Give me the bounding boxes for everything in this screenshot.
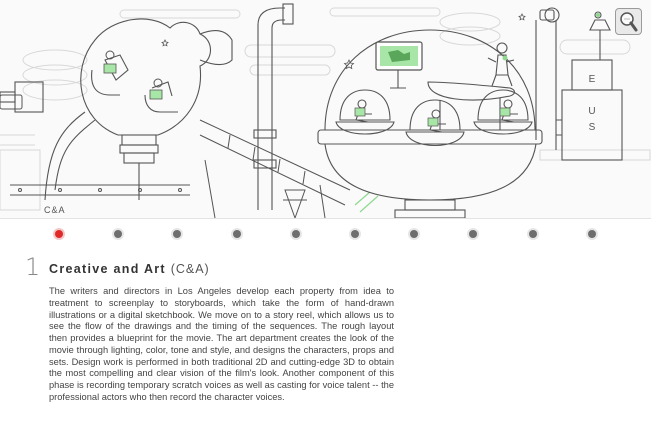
zoom-button[interactable] <box>615 8 642 35</box>
pagination-dot[interactable] <box>469 230 477 238</box>
pagination-dot[interactable] <box>588 230 596 238</box>
pagination-dot[interactable] <box>173 230 181 238</box>
left-bulb <box>81 19 211 135</box>
tower-letter-u: U <box>588 106 596 117</box>
pagination-dot[interactable] <box>292 230 300 238</box>
tower-letter-s: S <box>588 122 596 133</box>
section-number: 1 <box>25 253 41 281</box>
section-abbreviation: (C&A) <box>170 262 210 276</box>
pagination <box>0 227 651 241</box>
pagination-dot[interactable] <box>410 230 418 238</box>
section-title: Creative and Art <box>49 262 166 276</box>
pagination-dot[interactable] <box>114 230 122 238</box>
scene-divider <box>0 218 651 219</box>
pagination-dot[interactable] <box>55 230 63 238</box>
section-heading <box>49 262 210 276</box>
scene-caption: C&A <box>44 205 66 215</box>
pagination-dot[interactable] <box>233 230 241 238</box>
section-body: The writers and directors in Los Angeles develop each property from idea to treatment to screenplay to storyboards, which take the form of hand-drawn illustrations or a digital sketchbook. We move on to a story reel, which allows us to see the flow of the drawings and the timing of the sequences. The rough layout then provides a blueprint for the movie. The art department creates the look of the movie through lighting, color, tone and style, and designs the characters, props and sets. Design work is performed in both traditional 2D and cutting-edge 3D to obtain the most compelling and clear vision of the film's look. Another component of this phase is recording temporary scratch voices as well as casting for voice talent -- the professional actors who then record the character voices. <box>49 286 394 402</box>
tower-letter-e: E <box>588 74 596 85</box>
zoom-icon <box>616 9 641 34</box>
pagination-dot[interactable] <box>529 230 537 238</box>
pagination-dot[interactable] <box>351 230 359 238</box>
